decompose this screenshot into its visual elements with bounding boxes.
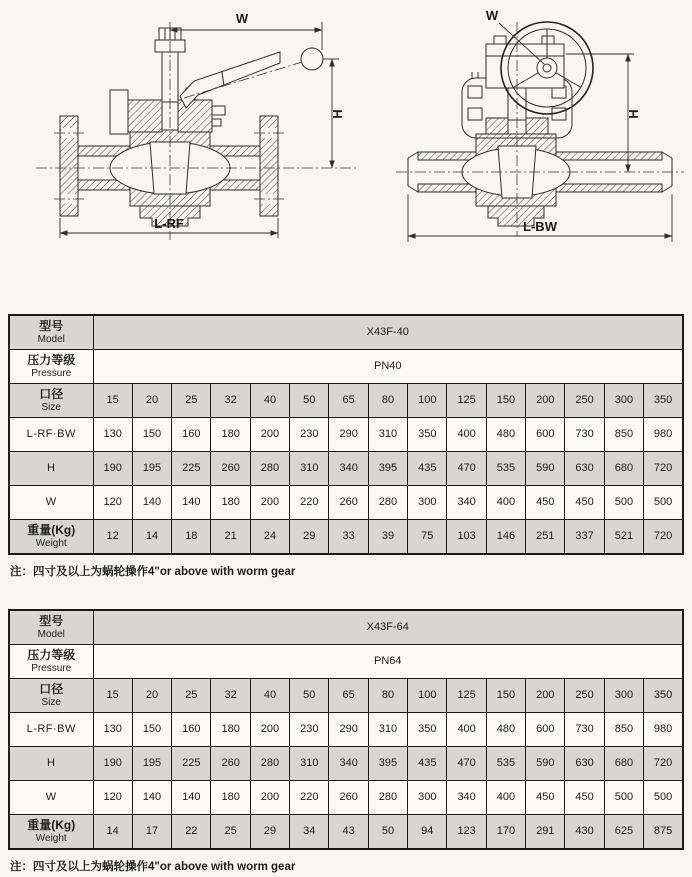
row-l-rf-bw — [9, 713, 683, 747]
value-cell: 14 — [132, 520, 171, 555]
value-cell: 500 — [644, 781, 683, 815]
value-cell: 470 — [447, 452, 486, 486]
spec-block-x43f-64 — [8, 609, 684, 873]
value-cell: 470 — [447, 747, 486, 781]
value-cell: 50 — [368, 815, 407, 850]
value-cell: 29 — [250, 815, 289, 850]
value-cell: 12 — [93, 520, 132, 555]
value-cell: 350 — [644, 679, 683, 713]
row-size — [9, 384, 683, 418]
value-cell: 450 — [565, 781, 604, 815]
value-cell: 25 — [211, 815, 250, 850]
value-cell: 251 — [526, 520, 565, 555]
dimension-w — [170, 11, 322, 50]
value-cell: 340 — [447, 781, 486, 815]
value-cell: 310 — [290, 747, 329, 781]
value-cell: 280 — [368, 781, 407, 815]
value-cell: 400 — [447, 713, 486, 747]
row-weight — [9, 815, 683, 850]
value-cell: 15 — [93, 679, 132, 713]
row-label: H — [9, 452, 93, 486]
spec-table-x43f-40 — [8, 314, 684, 555]
row-label: W — [9, 781, 93, 815]
value-cell: 20 — [132, 679, 171, 713]
value-cell: 21 — [211, 520, 250, 555]
flanged-lever-valve-drawing — [26, 2, 374, 304]
value-cell: 39 — [368, 520, 407, 555]
value-cell: 100 — [408, 679, 447, 713]
row-label: 口径 Size — [9, 679, 93, 713]
value-cell: 25 — [172, 679, 211, 713]
value-cell: 291 — [526, 815, 565, 850]
value-cell: 250 — [565, 679, 604, 713]
value-cell: 480 — [486, 713, 525, 747]
value-cell: 310 — [368, 418, 407, 452]
value-cell: 980 — [644, 713, 683, 747]
value-cell: 310 — [368, 713, 407, 747]
valve-body — [408, 134, 672, 226]
value-cell: 350 — [408, 713, 447, 747]
value-cell: 140 — [132, 781, 171, 815]
value-cell: 200 — [250, 781, 289, 815]
spec-block-x43f-40 — [8, 314, 684, 578]
value-cell: 20 — [132, 384, 171, 418]
value-cell: 435 — [408, 452, 447, 486]
value-cell: 450 — [526, 781, 565, 815]
row-l-rf-bw — [9, 418, 683, 452]
value-cell: 160 — [172, 418, 211, 452]
value-cell: 395 — [368, 747, 407, 781]
value-cell: 340 — [329, 747, 368, 781]
value-cell: 24 — [250, 520, 289, 555]
row-label: H — [9, 747, 93, 781]
gear-operated-valve-drawing — [388, 2, 692, 304]
value-cell: 120 — [93, 781, 132, 815]
row-pressure — [9, 645, 683, 679]
value-cell: 280 — [250, 747, 289, 781]
value-cell: 625 — [604, 815, 643, 850]
value-cell: 850 — [604, 418, 643, 452]
value-cell: 180 — [211, 781, 250, 815]
value-cell: 18 — [172, 520, 211, 555]
dim-label-l-bw: L-BW — [523, 219, 557, 234]
value-cell: 200 — [250, 418, 289, 452]
value-cell: 120 — [93, 486, 132, 520]
value-cell: 500 — [604, 486, 643, 520]
value-cell: 435 — [408, 747, 447, 781]
row-size — [9, 679, 683, 713]
value-cell: 33 — [329, 520, 368, 555]
value-cell: 300 — [408, 781, 447, 815]
value-cell: 220 — [290, 781, 329, 815]
value-cell: 680 — [604, 747, 643, 781]
dim-label-h: H — [626, 109, 641, 119]
value-cell: 180 — [211, 713, 250, 747]
value-cell: 22 — [172, 815, 211, 850]
value-cell: 32 — [211, 384, 250, 418]
row-label: 型号 Model — [9, 610, 93, 645]
dim-label-h: H — [330, 109, 345, 119]
row-label: 压力等级 Pressure — [9, 350, 93, 384]
value-cell: 730 — [565, 713, 604, 747]
merged-value-cell: X43F-64 — [93, 610, 683, 645]
value-cell: 430 — [565, 815, 604, 850]
value-cell: 190 — [93, 452, 132, 486]
value-cell: 75 — [408, 520, 447, 555]
value-cell: 500 — [604, 781, 643, 815]
value-cell: 500 — [644, 486, 683, 520]
value-cell: 260 — [329, 486, 368, 520]
value-cell: 150 — [132, 713, 171, 747]
value-cell: 125 — [447, 384, 486, 418]
row-w — [9, 781, 683, 815]
value-cell: 720 — [644, 747, 683, 781]
value-cell: 25 — [172, 384, 211, 418]
handle-ball-grip — [301, 48, 323, 70]
value-cell: 300 — [604, 679, 643, 713]
value-cell: 600 — [526, 418, 565, 452]
value-cell: 450 — [526, 486, 565, 520]
value-cell: 40 — [250, 384, 289, 418]
value-cell: 980 — [644, 418, 683, 452]
value-cell: 32 — [211, 679, 250, 713]
dim-label-w: W — [485, 8, 499, 23]
value-cell: 400 — [486, 486, 525, 520]
row-label: 压力等级 Pressure — [9, 645, 93, 679]
value-cell: 290 — [329, 418, 368, 452]
dim-label-w: W — [235, 11, 249, 26]
spec-table-x43f-64 — [8, 609, 684, 850]
value-cell: 180 — [211, 486, 250, 520]
row-model — [9, 610, 683, 645]
value-cell: 29 — [290, 520, 329, 555]
value-cell: 80 — [368, 384, 407, 418]
value-cell: 100 — [408, 384, 447, 418]
row-label: L-RF·BW — [9, 418, 93, 452]
value-cell: 160 — [172, 713, 211, 747]
merged-value-cell: PN40 — [93, 350, 683, 384]
value-cell: 125 — [447, 679, 486, 713]
value-cell: 535 — [486, 747, 525, 781]
value-cell: 400 — [447, 418, 486, 452]
value-cell: 260 — [329, 781, 368, 815]
value-cell: 140 — [172, 781, 211, 815]
merged-value-cell: PN64 — [93, 645, 683, 679]
value-cell: 65 — [329, 679, 368, 713]
value-cell: 290 — [329, 713, 368, 747]
row-h — [9, 747, 683, 781]
technical-drawings — [0, 0, 692, 314]
value-cell: 15 — [93, 384, 132, 418]
row-weight — [9, 520, 683, 555]
value-cell: 280 — [368, 486, 407, 520]
value-cell: 395 — [368, 452, 407, 486]
merged-value-cell: X43F-40 — [93, 315, 683, 350]
valve-body — [54, 116, 284, 226]
value-cell: 40 — [250, 679, 289, 713]
value-cell: 65 — [329, 384, 368, 418]
stem-and-handle — [155, 28, 323, 108]
value-cell: 590 — [526, 747, 565, 781]
dimension-l-rf — [60, 216, 278, 238]
value-cell: 260 — [211, 452, 250, 486]
value-cell: 140 — [172, 486, 211, 520]
row-label: 口径 Size — [9, 384, 93, 418]
row-w — [9, 486, 683, 520]
value-cell: 150 — [486, 679, 525, 713]
value-cell: 300 — [604, 384, 643, 418]
value-cell: 630 — [565, 452, 604, 486]
value-cell: 225 — [172, 747, 211, 781]
value-cell: 195 — [132, 452, 171, 486]
value-cell: 350 — [408, 418, 447, 452]
value-cell: 195 — [132, 747, 171, 781]
value-cell: 730 — [565, 418, 604, 452]
value-cell: 50 — [290, 679, 329, 713]
value-cell: 230 — [290, 418, 329, 452]
value-cell: 680 — [604, 452, 643, 486]
value-cell: 220 — [290, 486, 329, 520]
value-cell: 14 — [93, 815, 132, 850]
row-h — [9, 452, 683, 486]
dimension-h — [323, 59, 345, 168]
value-cell: 337 — [565, 520, 604, 555]
value-cell: 94 — [408, 815, 447, 850]
table-note: 注：四寸及以上为蜗轮操作4"or above with worm gear — [10, 566, 296, 578]
value-cell: 720 — [644, 452, 683, 486]
dim-label-l-rf: L-RF — [154, 216, 184, 231]
value-cell: 140 — [132, 486, 171, 520]
value-cell: 875 — [644, 815, 683, 850]
value-cell: 600 — [526, 713, 565, 747]
value-cell: 280 — [250, 452, 289, 486]
value-cell: 720 — [644, 520, 683, 555]
value-cell: 250 — [565, 384, 604, 418]
value-cell: 200 — [526, 384, 565, 418]
value-cell: 480 — [486, 418, 525, 452]
value-cell: 850 — [604, 713, 643, 747]
value-cell: 150 — [486, 384, 525, 418]
value-cell: 190 — [93, 747, 132, 781]
value-cell: 130 — [93, 418, 132, 452]
value-cell: 340 — [447, 486, 486, 520]
value-cell: 630 — [565, 747, 604, 781]
value-cell: 300 — [408, 486, 447, 520]
value-cell: 200 — [526, 679, 565, 713]
value-cell: 146 — [486, 520, 525, 555]
row-model — [9, 315, 683, 350]
value-cell: 17 — [132, 815, 171, 850]
value-cell: 34 — [290, 815, 329, 850]
value-cell: 225 — [172, 452, 211, 486]
value-cell: 43 — [329, 815, 368, 850]
row-label: 型号 Model — [9, 315, 93, 350]
value-cell: 150 — [132, 418, 171, 452]
value-cell: 180 — [211, 418, 250, 452]
value-cell: 535 — [486, 452, 525, 486]
row-label: L-RF·BW — [9, 713, 93, 747]
value-cell: 123 — [447, 815, 486, 850]
value-cell: 130 — [93, 713, 132, 747]
value-cell: 450 — [565, 486, 604, 520]
value-cell: 310 — [290, 452, 329, 486]
value-cell: 400 — [486, 781, 525, 815]
value-cell: 521 — [604, 520, 643, 555]
row-pressure — [9, 350, 683, 384]
value-cell: 200 — [250, 486, 289, 520]
value-cell: 230 — [290, 713, 329, 747]
value-cell: 590 — [526, 452, 565, 486]
value-cell: 170 — [486, 815, 525, 850]
value-cell: 260 — [211, 747, 250, 781]
row-label: 重量(Kg) Weight — [9, 520, 93, 555]
value-cell: 340 — [329, 452, 368, 486]
row-label: W — [9, 486, 93, 520]
value-cell: 50 — [290, 384, 329, 418]
value-cell: 80 — [368, 679, 407, 713]
row-label: 重量(Kg) Weight — [9, 815, 93, 850]
value-cell: 103 — [447, 520, 486, 555]
value-cell: 350 — [644, 384, 683, 418]
table-note: 注：四寸及以上为蜗轮操作4"or above with worm gear — [10, 861, 296, 873]
value-cell: 200 — [250, 713, 289, 747]
